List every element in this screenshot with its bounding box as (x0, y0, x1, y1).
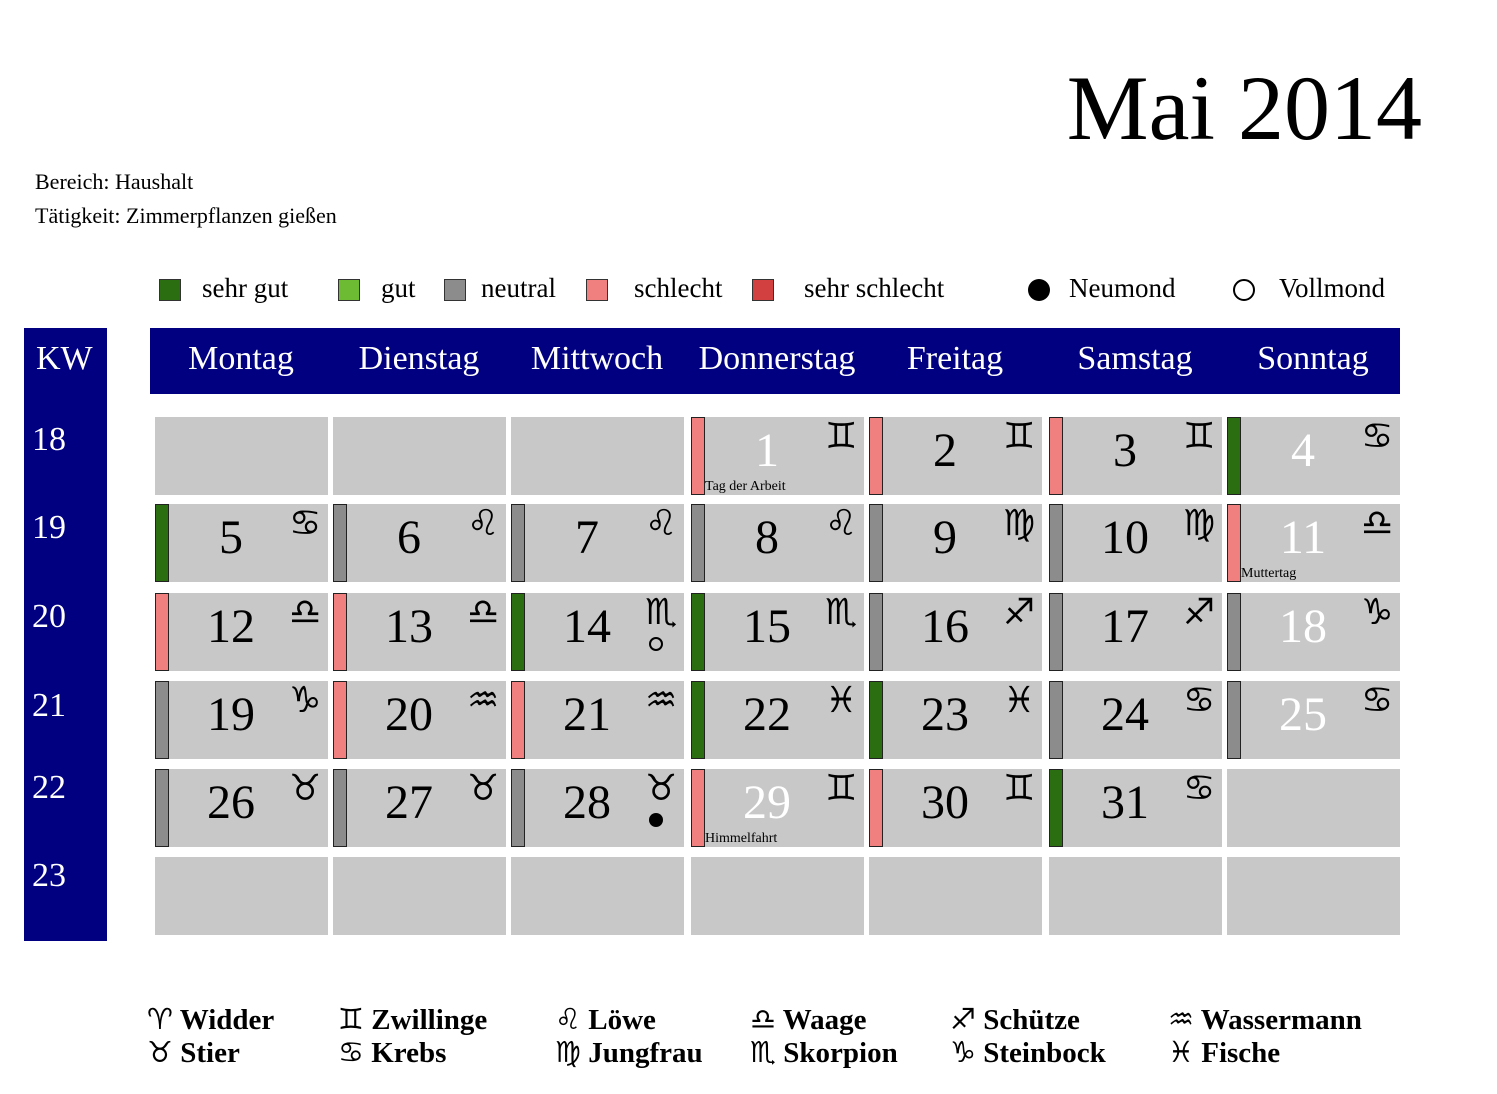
day-cell-25 (1227, 681, 1400, 759)
zodiac-name: Steinbock (976, 1037, 1106, 1069)
legend-swatch-gut (338, 279, 360, 301)
kw-number: 22 (32, 769, 66, 806)
day-number: 21 (563, 688, 611, 741)
rating-bar (869, 769, 883, 847)
day-number: 5 (219, 511, 243, 564)
rating-bar (1227, 593, 1241, 671)
new-moon-icon (649, 813, 663, 827)
day-cell-2 (869, 417, 1042, 495)
zodiac-legend-krebs (338, 1035, 447, 1069)
krebs-icon: ♋ (1361, 416, 1394, 457)
day-cell-30 (869, 769, 1042, 847)
day-cell-6 (333, 504, 506, 582)
day-number: 12 (207, 600, 255, 653)
zwillinge-icon: ♊ (338, 1002, 364, 1036)
schuetze-icon: ♐ (1003, 592, 1036, 633)
skorpion-icon: ♏ (750, 1035, 776, 1069)
rating-bar (333, 681, 347, 759)
rating-bar (155, 769, 169, 847)
zodiac-legend-skorpion (750, 1035, 898, 1069)
zwillinge-icon: ♊ (825, 768, 858, 809)
jungfrau-icon: ♍ (1183, 503, 1216, 544)
day-cell-27 (333, 769, 506, 847)
rating-bar (691, 769, 705, 847)
jungfrau-icon: ♍ (555, 1035, 581, 1069)
weekday-freitag: Freitag (906, 340, 1004, 377)
day-cell-18 (1227, 593, 1400, 671)
new-moon-label: Neumond (1069, 273, 1176, 303)
skorpion-icon: ♏ (825, 592, 858, 633)
zodiac-legend-zwillinge (338, 1002, 488, 1036)
day-cell (1227, 769, 1400, 847)
zodiac-name: Waage (776, 1004, 867, 1036)
bereich-label: Bereich: Haushalt (35, 169, 194, 194)
day-cell-1 (691, 417, 864, 495)
day-cell (511, 857, 684, 935)
weekday-samstag: Samstag (1077, 340, 1193, 377)
rating-bar (155, 504, 169, 582)
day-cell-11 (1227, 504, 1400, 582)
schuetze-icon: ♐ (950, 1002, 976, 1036)
fische-icon: ♓ (1003, 680, 1036, 721)
stier-icon: ♉ (645, 768, 678, 809)
rating-bar (333, 504, 347, 582)
krebs-icon: ♋ (289, 503, 322, 544)
day-number: 23 (921, 688, 969, 741)
rating-bar (691, 417, 705, 495)
wassermann-icon: ♒ (467, 680, 500, 721)
stier-icon: ♉ (289, 768, 322, 809)
day-cell-17 (1049, 593, 1222, 671)
loewe-icon: ♌ (555, 1002, 581, 1036)
fische-icon: ♓ (1168, 1035, 1194, 1069)
day-cell (155, 417, 328, 495)
holiday-label: Muttertag (1241, 566, 1297, 581)
day-cell-16 (869, 593, 1042, 671)
day-cell-24 (1049, 681, 1222, 759)
waage-icon: ♎ (289, 592, 322, 633)
waage-icon: ♎ (750, 1002, 776, 1036)
zodiac-name: Skorpion (776, 1037, 898, 1069)
day-cell (333, 857, 506, 935)
day-cell-3 (1049, 417, 1222, 495)
legend-label-gut: gut (381, 273, 416, 303)
day-number: 1 (755, 424, 779, 477)
rating-bar (1227, 504, 1241, 582)
holiday-label: Tag der Arbeit (705, 479, 786, 494)
day-cell-29 (691, 769, 864, 847)
day-cell (1227, 857, 1400, 935)
zodiac-name: Löwe (581, 1004, 656, 1036)
rating-bar (869, 681, 883, 759)
zodiac-name: Jungfrau (581, 1037, 703, 1069)
rating-bar (691, 681, 705, 759)
legend-swatch-neutral (444, 279, 466, 301)
day-cell-14 (511, 593, 684, 671)
waage-icon: ♎ (1361, 503, 1394, 544)
zwillinge-icon: ♊ (1003, 416, 1036, 457)
zodiac-name: Krebs (364, 1037, 447, 1069)
day-number: 2 (933, 424, 957, 477)
day-cell-4 (1227, 417, 1400, 495)
fische-icon: ♓ (825, 680, 858, 721)
day-cell-13 (333, 593, 506, 671)
day-number: 6 (397, 511, 421, 564)
schuetze-icon: ♐ (1183, 592, 1216, 633)
zodiac-legend-widder (147, 1002, 275, 1036)
weekday-montag: Montag (188, 340, 294, 377)
day-number: 13 (385, 600, 433, 653)
zodiac-legend-loewe (555, 1002, 656, 1036)
day-number: 8 (755, 511, 779, 564)
day-cell (511, 417, 684, 495)
weekday-dienstag: Dienstag (358, 340, 480, 377)
day-number: 3 (1113, 424, 1137, 477)
waage-icon: ♎ (467, 592, 500, 633)
rating-bar (869, 417, 883, 495)
steinbock-icon: ♑ (289, 680, 322, 721)
day-number: 30 (921, 776, 969, 829)
weekday-sonntag: Sonntag (1257, 340, 1369, 377)
rating-bar (511, 769, 525, 847)
month-title: Mai 2014 (1066, 57, 1422, 159)
krebs-icon: ♋ (1183, 680, 1216, 721)
rating-bar (333, 769, 347, 847)
zodiac-legend-fische (1168, 1035, 1281, 1069)
rating-bar (155, 681, 169, 759)
skorpion-icon: ♏ (645, 592, 678, 633)
taetigkeit-label: Tätigkeit: Zimmerpflanzen gießen (35, 203, 337, 228)
day-number: 31 (1101, 776, 1149, 829)
day-cell-31 (1049, 769, 1222, 847)
kw-number: 23 (32, 857, 66, 894)
loewe-icon: ♌ (467, 503, 500, 544)
krebs-icon: ♋ (1361, 680, 1394, 721)
stier-icon: ♉ (467, 768, 500, 809)
zwillinge-icon: ♊ (825, 416, 858, 457)
day-cell-12 (155, 593, 328, 671)
zodiac-name: Fische (1194, 1037, 1281, 1069)
steinbock-icon: ♑ (1361, 592, 1394, 633)
widder-icon: ♈ (147, 1002, 173, 1036)
rating-bar (1049, 417, 1063, 495)
day-cell-19 (155, 681, 328, 759)
day-cell-8 (691, 504, 864, 582)
rating-bar (1049, 593, 1063, 671)
day-cell (1049, 857, 1222, 935)
day-number: 7 (575, 511, 599, 564)
zodiac-legend-steinbock (950, 1035, 1106, 1069)
day-number: 26 (207, 776, 255, 829)
day-number: 22 (743, 688, 791, 741)
day-number: 4 (1291, 424, 1315, 477)
zodiac-legend-wassermann (1168, 1002, 1362, 1036)
loewe-icon: ♌ (645, 503, 678, 544)
rating-bar (511, 504, 525, 582)
rating-bar (1049, 504, 1063, 582)
rating-bar (1227, 681, 1241, 759)
rating-bar (691, 504, 705, 582)
rating-bar (691, 593, 705, 671)
zodiac-name: Zwillinge (364, 1004, 488, 1036)
day-cell (691, 857, 864, 935)
day-cell (333, 417, 506, 495)
day-number: 25 (1279, 688, 1327, 741)
day-number: 14 (563, 600, 611, 653)
wassermann-icon: ♒ (1168, 1002, 1194, 1036)
day-number: 9 (933, 511, 957, 564)
rating-bar (1049, 769, 1063, 847)
day-cell (155, 857, 328, 935)
day-number: 24 (1101, 688, 1149, 741)
day-number: 16 (921, 600, 969, 653)
day-cell-20 (333, 681, 506, 759)
zwillinge-icon: ♊ (1003, 768, 1036, 809)
day-cell-15 (691, 593, 864, 671)
rating-bar (869, 504, 883, 582)
legend-swatch-sehr-schlecht (752, 279, 774, 301)
kw-number: 21 (32, 687, 66, 724)
full-moon-icon (1233, 279, 1255, 301)
jungfrau-icon: ♍ (1003, 503, 1036, 544)
krebs-icon: ♋ (1183, 768, 1216, 809)
day-number: 28 (563, 776, 611, 829)
kw-number: 20 (32, 598, 66, 635)
zodiac-legend-jungfrau (555, 1035, 703, 1069)
zwillinge-icon: ♊ (1183, 416, 1216, 457)
rating-bar (869, 593, 883, 671)
krebs-icon: ♋ (338, 1035, 364, 1069)
legend-swatch-sehr-gut (159, 279, 181, 301)
zodiac-legend-stier (147, 1035, 240, 1069)
steinbock-icon: ♑ (950, 1035, 976, 1069)
legend-swatch-schlecht (586, 279, 608, 301)
kw-number: 18 (32, 421, 66, 458)
zodiac-legend-waage (750, 1002, 867, 1036)
rating-bar (511, 593, 525, 671)
day-number: 20 (385, 688, 433, 741)
legend-label-sehr-gut: sehr gut (202, 273, 289, 303)
day-number: 29 (743, 776, 791, 829)
wassermann-icon: ♒ (645, 680, 678, 721)
legend-label-neutral: neutral (481, 273, 556, 303)
loewe-icon: ♌ (825, 503, 858, 544)
rating-bar (511, 681, 525, 759)
full-moon-label: Vollmond (1279, 273, 1386, 303)
legend-label-sehr-schlecht: sehr schlecht (804, 273, 945, 303)
holiday-label: Himmelfahrt (705, 831, 778, 846)
day-cell-28 (511, 769, 684, 847)
day-cell-23 (869, 681, 1042, 759)
zodiac-name: Schütze (976, 1004, 1080, 1036)
zodiac-name: Wassermann (1194, 1004, 1362, 1036)
day-cell-26 (155, 769, 328, 847)
day-number: 15 (743, 600, 791, 653)
day-number: 10 (1101, 511, 1149, 564)
day-cell-5 (155, 504, 328, 582)
day-cell-10 (1049, 504, 1222, 582)
full-moon-icon (649, 637, 663, 651)
legend-label-schlecht: schlecht (634, 273, 723, 303)
zodiac-name: Widder (173, 1004, 275, 1036)
weekday-donnerstag: Donnerstag (698, 340, 856, 377)
rating-bar (1049, 681, 1063, 759)
day-number: 17 (1101, 600, 1149, 653)
rating-bar (155, 593, 169, 671)
kw-number: 19 (32, 509, 66, 546)
new-moon-icon (1028, 279, 1050, 301)
weekday-mittwoch: Mittwoch (530, 340, 664, 377)
day-cell-7 (511, 504, 684, 582)
day-number: 11 (1279, 511, 1327, 564)
stier-icon: ♉ (147, 1035, 173, 1069)
day-number: 19 (207, 688, 255, 741)
zodiac-name: Stier (173, 1037, 240, 1069)
kw-header: KW (36, 340, 93, 377)
rating-bar (1227, 417, 1241, 495)
day-cell-22 (691, 681, 864, 759)
zodiac-legend-schuetze (950, 1002, 1080, 1036)
day-cell-21 (511, 681, 684, 759)
day-number: 27 (385, 776, 433, 829)
day-cell (869, 857, 1042, 935)
day-cell-9 (869, 504, 1042, 582)
day-number: 18 (1279, 600, 1327, 653)
rating-bar (333, 593, 347, 671)
